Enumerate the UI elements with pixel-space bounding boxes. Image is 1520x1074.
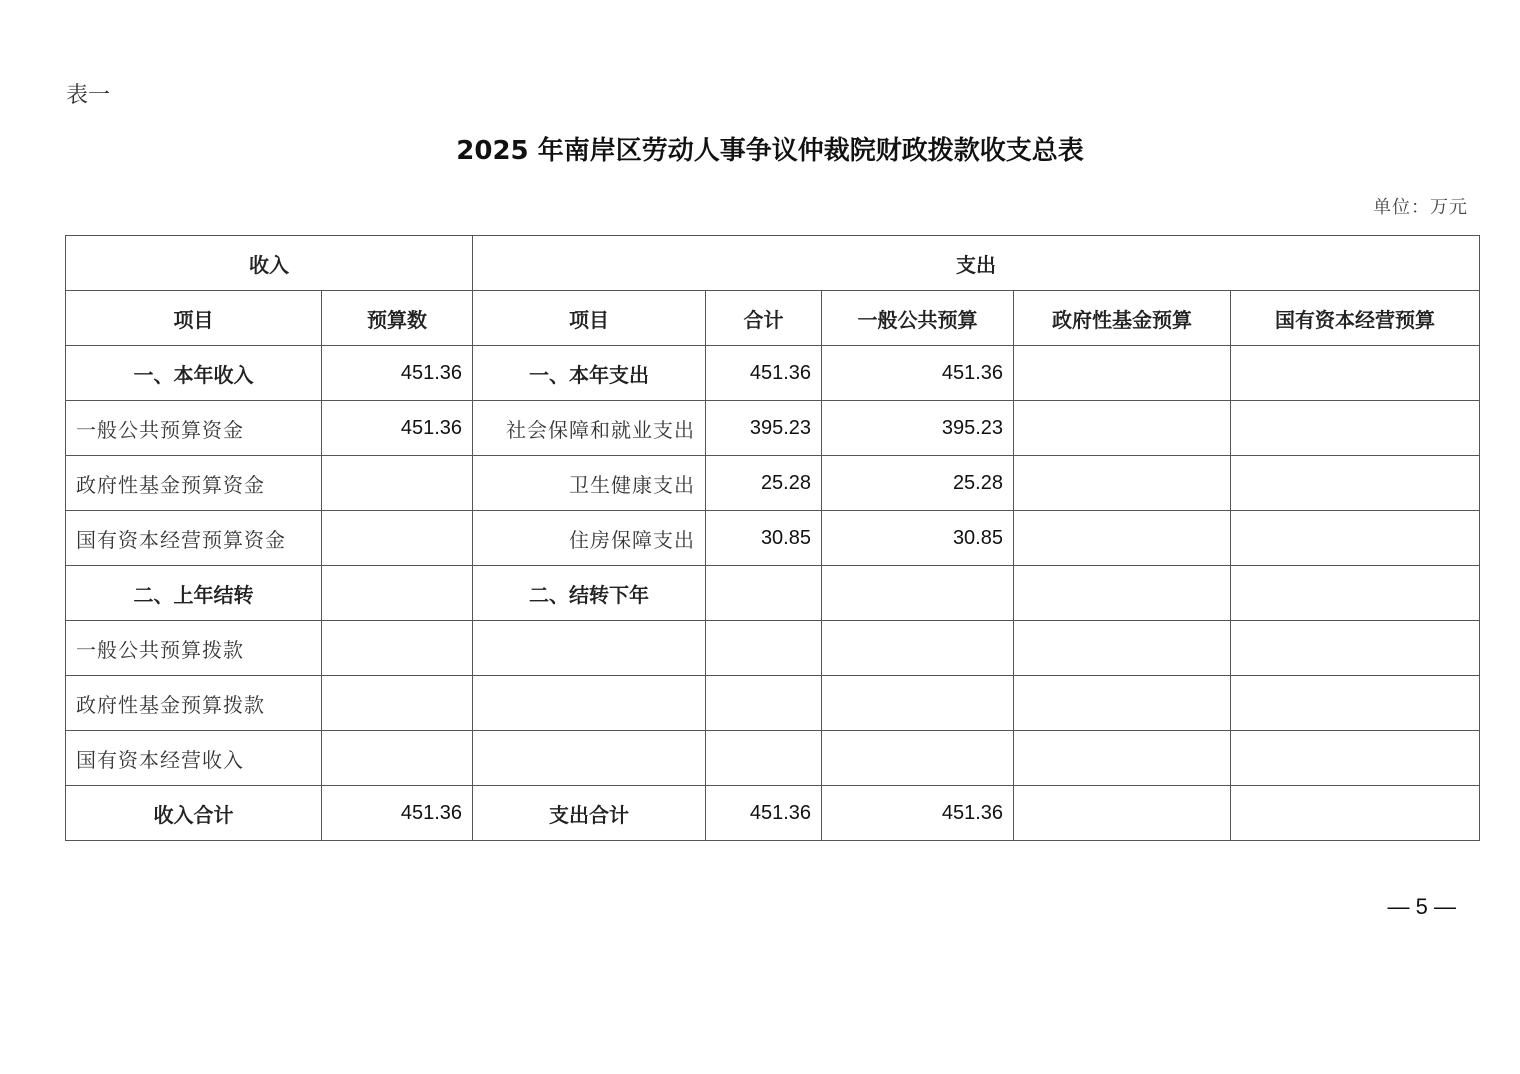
state-capital-cell (1231, 346, 1480, 401)
unit-label: 单位：万元 (1373, 197, 1468, 218)
income-budget-cell (322, 566, 473, 621)
col-header-expense-item: 项目 (473, 291, 706, 346)
column-header-row (66, 291, 1480, 346)
expense-total-label: 支出合计 (473, 786, 706, 841)
col-header-state-capital: 国有资本经营预算 (1231, 291, 1480, 346)
income-budget-cell (322, 456, 473, 511)
table-row (66, 401, 1480, 456)
gov-fund-cell (1014, 511, 1231, 566)
table-row (66, 676, 1480, 731)
table-row (66, 346, 1480, 401)
expense-item-cell (473, 676, 706, 731)
total-cell (706, 731, 822, 786)
income-item-cell: 二、上年结转 (66, 566, 322, 621)
gov-fund-cell (1014, 566, 1231, 621)
income-item-cell: 国有资本经营预算资金 (66, 511, 322, 566)
gov-fund-cell (1014, 456, 1231, 511)
gov-fund-cell (1014, 731, 1231, 786)
expense-item-cell: 住房保障支出 (473, 511, 706, 566)
totals-row (66, 786, 1480, 841)
income-budget-cell: 451.36 (322, 346, 473, 401)
group-header-row (66, 236, 1480, 291)
total-cell: 30.85 (706, 511, 822, 566)
gov-fund-cell (1014, 346, 1231, 401)
expense-item-cell: 一、本年支出 (473, 346, 706, 401)
total-cell: 25.28 (706, 456, 822, 511)
col-header-income-item: 项目 (66, 291, 322, 346)
state-capital-cell (1231, 566, 1480, 621)
document-title: 2025 年南岸区劳动人事争议仲裁院财政拨款收支总表 (456, 136, 1084, 166)
state-capital-cell (1231, 456, 1480, 511)
gov-fund-cell (1014, 621, 1231, 676)
general-public-cell (822, 566, 1014, 621)
gov-fund-total (1014, 786, 1231, 841)
table-row (66, 456, 1480, 511)
total-cell (706, 676, 822, 731)
income-item-cell: 一、本年收入 (66, 346, 322, 401)
general-public-cell: 25.28 (822, 456, 1014, 511)
income-item-cell: 政府性基金预算拨款 (66, 676, 322, 731)
expense-item-cell (473, 621, 706, 676)
gov-fund-cell (1014, 676, 1231, 731)
table-row (66, 621, 1480, 676)
table-row (66, 731, 1480, 786)
state-capital-total (1231, 786, 1480, 841)
expense-item-cell (473, 731, 706, 786)
total-cell (706, 566, 822, 621)
col-header-total: 合计 (706, 291, 822, 346)
table-label: 表一 (66, 83, 111, 108)
budget-summary-table (65, 235, 1480, 841)
state-capital-cell (1231, 621, 1480, 676)
total-cell: 395.23 (706, 401, 822, 456)
table-row (66, 511, 1480, 566)
income-budget-cell (322, 621, 473, 676)
income-budget-cell (322, 511, 473, 566)
general-public-cell (822, 731, 1014, 786)
income-group-header: 收入 (66, 236, 473, 291)
general-public-cell (822, 676, 1014, 731)
total-cell (706, 621, 822, 676)
state-capital-cell (1231, 676, 1480, 731)
state-capital-cell (1231, 401, 1480, 456)
income-budget-cell: 451.36 (322, 401, 473, 456)
general-public-cell: 30.85 (822, 511, 1014, 566)
col-header-gov-fund: 政府性基金预算 (1014, 291, 1231, 346)
col-header-income-budget: 预算数 (322, 291, 473, 346)
col-header-general-public: 一般公共预算 (822, 291, 1014, 346)
general-public-cell (822, 621, 1014, 676)
income-item-cell: 国有资本经营收入 (66, 731, 322, 786)
income-total-label: 收入合计 (66, 786, 322, 841)
total-cell: 451.36 (706, 346, 822, 401)
expense-total-value: 451.36 (706, 786, 822, 841)
income-item-cell: 政府性基金预算资金 (66, 456, 322, 511)
income-budget-cell (322, 731, 473, 786)
general-public-cell: 451.36 (822, 346, 1014, 401)
expense-item-cell: 二、结转下年 (473, 566, 706, 621)
income-item-cell: 一般公共预算拨款 (66, 621, 322, 676)
state-capital-cell (1231, 731, 1480, 786)
income-total-value: 451.36 (322, 786, 473, 841)
table-row (66, 566, 1480, 621)
expense-item-cell: 社会保障和就业支出 (473, 401, 706, 456)
expense-group-header: 支出 (473, 236, 1480, 291)
income-budget-cell (322, 676, 473, 731)
income-item-cell: 一般公共预算资金 (66, 401, 322, 456)
state-capital-cell (1231, 511, 1480, 566)
general-public-cell: 395.23 (822, 401, 1014, 456)
expense-item-cell: 卫生健康支出 (473, 456, 706, 511)
general-public-total: 451.36 (822, 786, 1014, 841)
page-number: — 5 — (1387, 894, 1456, 919)
gov-fund-cell (1014, 401, 1231, 456)
